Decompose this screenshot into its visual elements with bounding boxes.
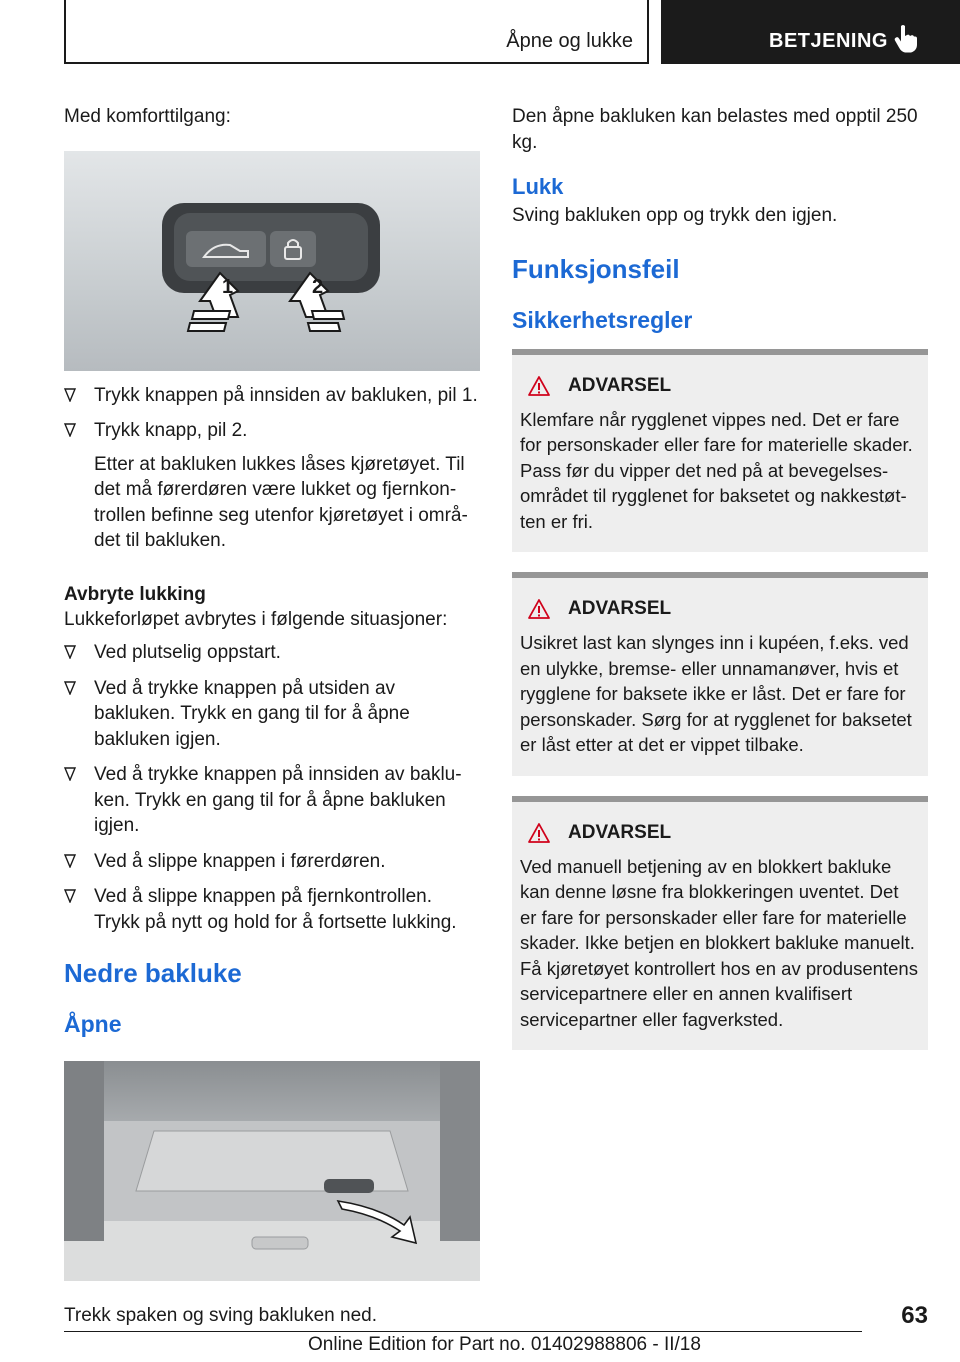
triangle-bullet-icon xyxy=(64,423,76,437)
warning-title: ADVARSEL xyxy=(568,821,672,843)
warning-box xyxy=(512,349,928,553)
footer-divider xyxy=(64,1331,862,1332)
steps-list xyxy=(64,383,480,554)
warning-box xyxy=(512,796,928,1051)
page-number: 63 xyxy=(901,1302,928,1329)
hand-pointer-icon xyxy=(893,24,919,54)
safety-heading: Sikkerhetsregler xyxy=(512,306,693,333)
chapter-title: BETJENING xyxy=(769,30,888,52)
list-item: Ved å slippe knappen i førerdøren. xyxy=(64,849,480,875)
cargo-area-photo xyxy=(64,1061,480,1281)
triangle-bullet-icon xyxy=(64,889,76,903)
triangle-bullet-icon xyxy=(64,854,76,868)
warning-text: Ved manuell betjening av en blokkert bakluke kan denne løsne fra blokkeringen uventet. Det er fare for personskader eller fare for materielle skader. Ikke betjen en blokkert bakluke manuelt. Få kjøretøyet kontrollert hos en av produsentens servicepartnere eller en annen kvalifisert servicepartner eller fagverksted. xyxy=(520,855,918,1030)
chapter-header-box xyxy=(661,0,960,64)
warning-triangle-icon xyxy=(528,376,550,396)
warning-box xyxy=(512,572,928,776)
intro-text: Med komforttilgang: xyxy=(64,106,231,127)
triangle-bullet-icon xyxy=(64,681,76,695)
tailgate-buttons-photo xyxy=(64,151,480,371)
triangle-bullet-icon xyxy=(64,767,76,781)
section-header-box xyxy=(64,0,649,64)
warning-text: Klemfare når rygglenet vippes ned. Det er fare for personskader eller fare for materielle skader. Pass før du vipper det ned på at bevegelsesområdet til rygglenet for baksetet og nakkestøtten er fri. xyxy=(520,408,913,532)
cancel-list xyxy=(64,640,480,935)
list-item: Ved å trykke knappen på utsiden av bakluken. Trykk en gang til for å åpne bakluken igjen. xyxy=(64,676,480,753)
warning-triangle-icon xyxy=(528,599,550,619)
list-item: Ved å slippe knappen på fjernkontrollen. Trykk på nytt og hold for å fortsette lukking. xyxy=(64,884,480,935)
triangle-bullet-icon xyxy=(64,388,76,402)
open-heading: Åpne xyxy=(64,1011,122,1037)
close-text: Sving bakluken opp og trykk den igjen. xyxy=(512,205,838,226)
warning-triangle-icon xyxy=(528,823,550,843)
left-column xyxy=(64,100,480,1329)
tailgate-buttons-illustration xyxy=(64,151,480,371)
warning-title: ADVARSEL xyxy=(568,374,672,396)
list-item: Trykk knapp, pil 2. Etter at bakluken lukkes låses kjøretøyet. Til det må førerdøren være lukket og fjernkontrollen befinne seg utenfor kjøretøyet i området til bakluken. xyxy=(64,418,480,554)
lower-tailgate-heading: Nedre bakluke xyxy=(64,958,242,988)
list-item: Ved plutselig oppstart. xyxy=(64,640,480,666)
right-column xyxy=(512,100,928,1050)
list-item: Ved å trykke knappen på innsiden av bakluken. Trykk en gang til for å åpne bakluken igjen. xyxy=(64,762,480,839)
load-text: Den åpne bakluken kan belastes med opptil 250 kg. xyxy=(512,106,918,153)
step-note: Etter at bakluken lukkes låses kjøretøyet. Til det må førerdøren være lukket og fjernkontrollen befinne seg utenfor kjøretøyet i området til bakluken. xyxy=(94,453,468,551)
cancel-intro: Lukkeforløpet avbrytes i følgende situasjoner: xyxy=(64,608,448,630)
section-title: Åpne og lukke xyxy=(506,30,633,52)
list-item: Trykk knappen på innsiden av bakluken, pil 1. xyxy=(64,383,480,409)
close-heading: Lukk xyxy=(512,174,564,199)
page-header xyxy=(64,0,960,66)
arrow-label-2: 2 xyxy=(312,275,324,298)
edition-text: Online Edition for Part no. 01402988806 - II/18 xyxy=(308,1334,701,1355)
photo-caption: Trekk spaken og sving bakluken ned. xyxy=(64,1305,377,1326)
cancel-heading: Avbryte lukking xyxy=(64,583,206,605)
warning-title: ADVARSEL xyxy=(568,598,672,619)
arrow-label-1: 1 xyxy=(222,275,234,298)
cargo-area-illustration xyxy=(64,1061,480,1281)
warning-text: Usikret last kan slynges inn i kupéen, f.eks. ved en ulykke, bremse- eller unnamanøver, hvis et rygglene for baksete ikke er låst. Det er fare for personskader. Sørg for at rygglenet for baksetet er låst etter at det er vippet tilbake. xyxy=(520,632,912,755)
malfunction-heading: Funksjonsfeil xyxy=(512,253,680,284)
triangle-bullet-icon xyxy=(64,645,76,659)
